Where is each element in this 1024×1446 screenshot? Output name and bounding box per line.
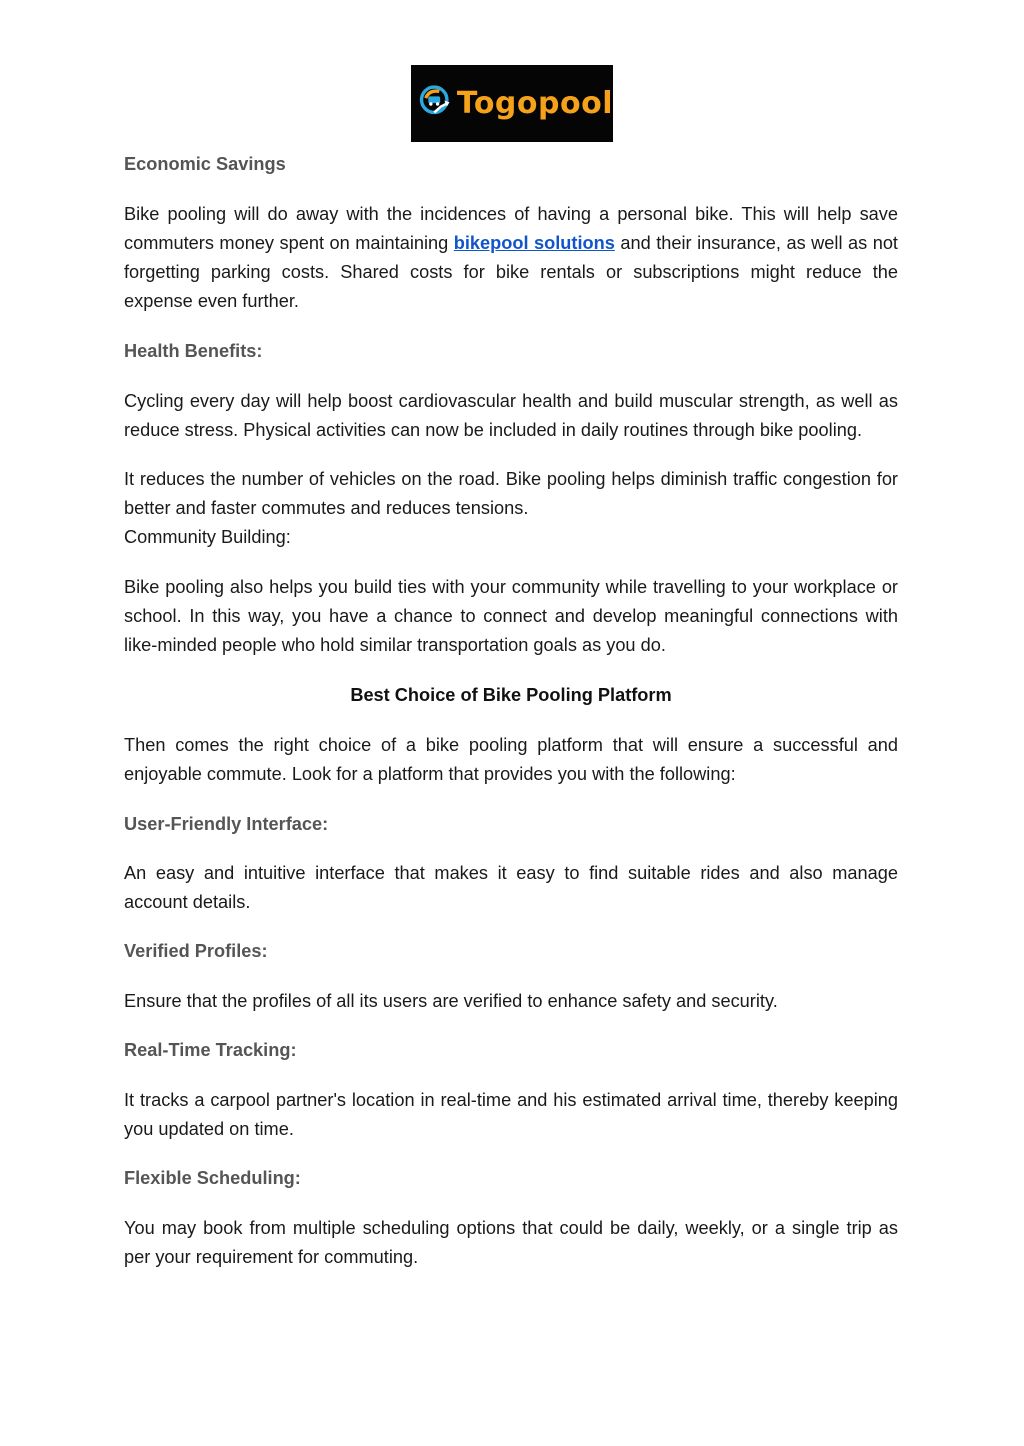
label-community-building: Community Building: [124,527,291,547]
logo-wordmark: Togopool [456,86,613,121]
paragraph-community-building: Bike pooling also helps you build ties with your community while travelling to your workplace or school. In this way, you have a chance to connect and develop meaningful connections with like-minded people who hold similar transportation goals as you do. [124,577,898,655]
paragraph-flexible-scheduling: You may book from multiple scheduling options that could be daily, weekly, or a single trip as per your requirement for commuting. [124,1218,898,1267]
heading-health-benefits: Health Benefits: [124,341,263,361]
heading-flexible-scheduling: Flexible Scheduling: [124,1168,301,1188]
heading-real-time-tracking: Real-Time Tracking: [124,1040,297,1060]
paragraph-traffic: It reduces the number of vehicles on the road. Bike pooling helps diminish traffic congestion for better and faster commutes and reduces tensions. [124,469,898,518]
document-body [124,150,898,1272]
bikepool-solutions-link[interactable]: bikepool solutions [453,233,615,253]
paragraph-user-friendly-interface: An easy and intuitive interface that makes it easy to find suitable rides and also manage account details. [124,863,898,912]
togopool-logo [411,65,613,142]
paragraph-best-choice: Then comes the right choice of a bike pooling platform that will ensure a successful and enjoyable commute. Look for a platform that provides you with the following: [124,735,898,784]
paragraph-text: and their insurance, as well as not forgetting parking costs. Shared costs for bike rentals or subscriptions might reduce the expense even further. [124,233,898,311]
paragraph-verified-profiles: Ensure that the profiles of all its users are verified to enhance safety and security. [124,991,778,1011]
paragraph-health-benefits: Cycling every day will help boost cardiovascular health and build muscular strength, as well as reduce stress. Physical activities can now be included in daily routines through bike pooling. [124,391,898,440]
heading-economic-savings: Economic Savings [124,154,286,174]
paragraph-text: Bike pooling will do away with the incidences of having a personal bike. This will help save commuters money spent on maintaining [124,204,898,253]
heading-best-choice: Best Choice of Bike Pooling Platform [350,685,672,705]
paragraph-economic-savings [124,200,898,316]
heading-verified-profiles: Verified Profiles: [124,941,268,961]
paragraph-real-time-tracking: It tracks a carpool partner's location in real-time and his estimated arrival time, thereby keeping you updated on time. [124,1090,898,1139]
heading-user-friendly-interface: User-Friendly Interface: [124,814,329,834]
car-pin-icon [419,79,453,129]
